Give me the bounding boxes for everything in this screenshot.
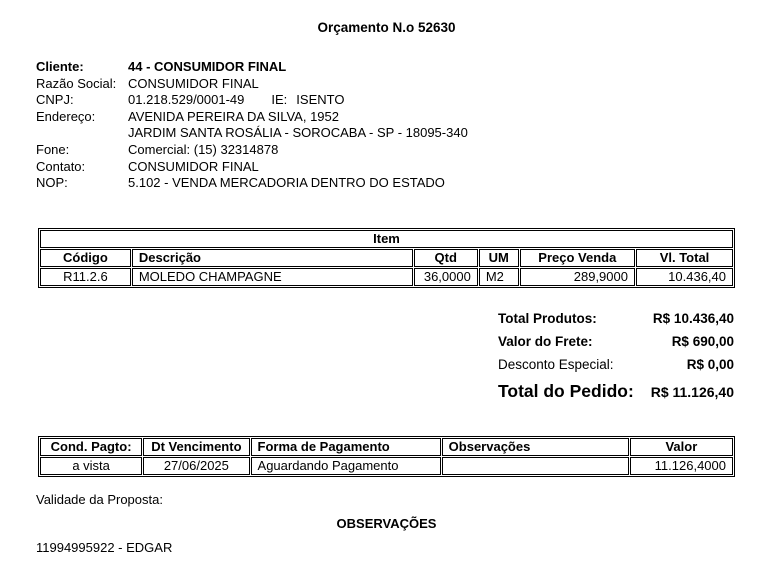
nop-value: 5.102 - VENDA MERCADORIA DENTRO DO ESTADO: [128, 175, 445, 191]
client-row-endereco: [36, 109, 468, 126]
column-header-descricao: Descrição: [132, 249, 413, 267]
payment-table: [38, 436, 735, 477]
nop-label: NOP:: [36, 175, 68, 191]
ie-label: IE:: [271, 92, 288, 108]
contato-label: Contato:: [36, 158, 86, 174]
endereco-value-line2: JARDIM SANTA ROSÁLIA - SOROCABA - SP - 18095-340: [128, 125, 468, 141]
validity-label: Validade da Proposta:: [36, 492, 163, 507]
payment-valor: 11.126,4000: [630, 457, 733, 475]
payment-table-header-row: [40, 438, 733, 456]
column-header-preco-venda: Preço Venda: [520, 249, 635, 267]
column-header-qtd: Qtd: [414, 249, 478, 267]
item-vl-total: 10.436,40: [636, 268, 733, 286]
item-table-header-row: [40, 249, 733, 267]
item-um: M2: [479, 268, 519, 286]
contato-value: CONSUMIDOR FINAL: [128, 158, 259, 174]
item-table-row: [40, 268, 733, 286]
razao-social-value: CONSUMIDOR FINAL: [128, 75, 259, 91]
total-pedido-label: Total do Pedido:: [498, 381, 634, 401]
client-row-contato: [36, 159, 468, 176]
client-row-cliente: [36, 59, 468, 76]
column-header-cond-pagto: Cond. Pagto:: [40, 438, 142, 456]
desconto-especial-label: Desconto Especial:: [498, 357, 614, 372]
payment-dt-vencimento: 27/06/2025: [143, 457, 249, 475]
endereco-value-line1: AVENIDA PEREIRA DA SILVA, 1952: [128, 108, 339, 124]
item-table-section-header: Item: [40, 230, 733, 248]
fone-value: Comercial: (15) 32314878: [128, 141, 279, 157]
desconto-especial-value: R$ 0,00: [686, 357, 734, 372]
cliente-label: Cliente:: [36, 59, 84, 74]
endereco-label: Endereço:: [36, 108, 96, 124]
total-produtos-row: [498, 312, 734, 326]
payment-observacoes: [442, 457, 629, 475]
client-row-endereco-line2: [36, 125, 468, 142]
column-header-observacoes: Observações: [442, 438, 629, 456]
column-header-dt-vencimento: Dt Vencimento: [143, 438, 249, 456]
contact-line: 11994995922 - EDGAR: [36, 540, 173, 555]
cnpj-label: CNPJ:: [36, 92, 74, 108]
column-header-forma-pagamento: Forma de Pagamento: [251, 438, 441, 456]
column-header-vl-total: Vl. Total: [636, 249, 733, 267]
total-produtos-label: Total Produtos:: [498, 311, 597, 326]
client-row-fone: [36, 142, 468, 159]
item-table: [38, 228, 735, 288]
valor-frete-value: R$ 690,00: [671, 334, 734, 349]
item-table-section-row: [40, 230, 733, 248]
client-row-nop: [36, 175, 468, 192]
totals-summary: [498, 312, 734, 402]
cliente-value: 44 - CONSUMIDOR FINAL: [128, 59, 287, 74]
total-pedido-value: R$ 11.126,40: [650, 384, 734, 400]
page-title: Orçamento N.o 52630: [317, 20, 456, 35]
fone-label: Fone:: [36, 141, 70, 157]
payment-table-row: [40, 457, 733, 475]
valor-frete-row: [498, 335, 734, 349]
payment-forma-pagamento: Aguardando Pagamento: [251, 457, 441, 475]
item-preco-venda: 289,9000: [520, 268, 635, 286]
payment-cond-pagto: a vista: [40, 457, 142, 475]
desconto-especial-row: [498, 358, 734, 372]
valor-frete-label: Valor do Frete:: [498, 334, 593, 349]
client-info: [36, 59, 468, 192]
total-produtos-value: R$ 10.436,40: [652, 311, 734, 326]
total-pedido-row: [498, 381, 734, 402]
item-qtd: 36,0000: [414, 268, 478, 286]
razao-social-label: Razão Social:: [36, 75, 117, 91]
ie-value: ISENTO: [296, 92, 345, 108]
item-codigo: R11.2.6: [40, 268, 131, 286]
observations-title: OBSERVAÇÕES: [336, 516, 437, 531]
column-header-um: UM: [479, 249, 519, 267]
client-row-cnpj: [36, 92, 468, 109]
column-header-valor: Valor: [630, 438, 733, 456]
item-descricao: MOLEDO CHAMPAGNE: [132, 268, 413, 286]
cnpj-value: 01.218.529/0001-49: [128, 92, 245, 108]
client-row-razao-social: [36, 76, 468, 93]
column-header-codigo: Código: [40, 249, 131, 267]
